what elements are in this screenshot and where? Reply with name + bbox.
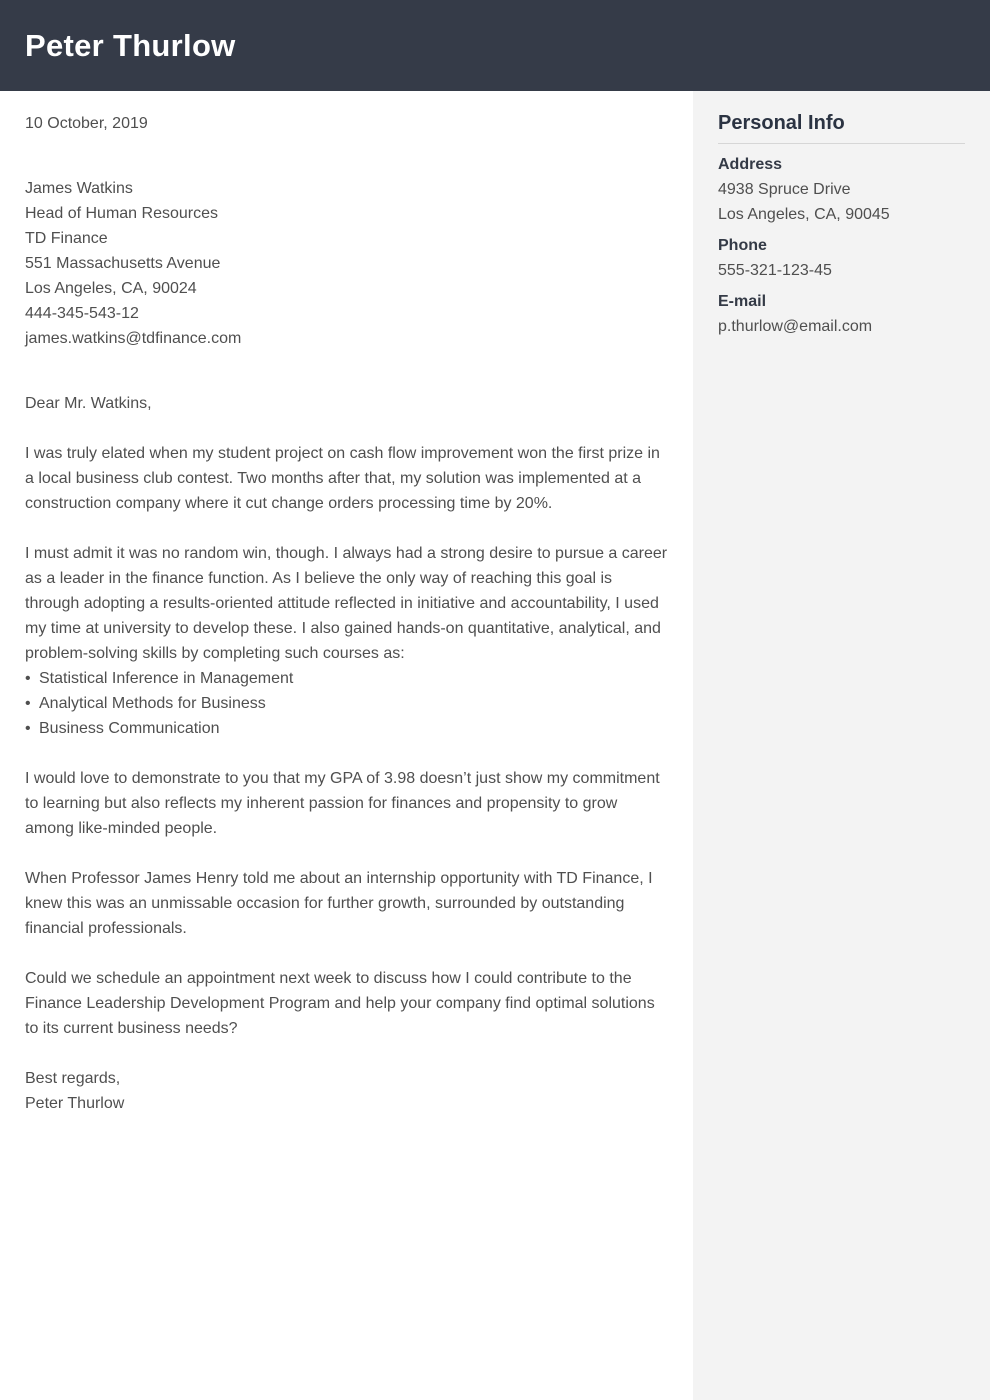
- paragraph-appointment: Could we schedule an appointment next week to discuss how I could contribute to the Finance Leadership Development Program and help your company find optimal solutions to its current business needs?: [25, 970, 655, 1037]
- recipient-block: [25, 176, 668, 351]
- address-section: [718, 152, 965, 227]
- letter-body: [0, 91, 693, 1400]
- personal-info-divider: [718, 143, 965, 144]
- paragraph-intro: I was truly elated when my student project on cash flow improvement won the first prize in a local business club contest. Two months after that, my solution was implemented at a construction company where it cut change orders processing time by 20%.: [25, 445, 660, 512]
- bullet-item: [25, 666, 668, 691]
- recipient-name: James Watkins: [25, 180, 133, 197]
- bullet-item-label: Analytical Methods for Business: [39, 695, 266, 712]
- closing-regards: Best regards,: [25, 1070, 121, 1087]
- salutation: Dear Mr. Watkins,: [25, 395, 152, 412]
- letter-date: 10 October, 2019: [25, 115, 148, 132]
- closing-block: [25, 1066, 668, 1116]
- document-owner-name: Peter Thurlow: [25, 27, 236, 63]
- personal-info-panel: [693, 91, 990, 1400]
- bullet-item-label: Statistical Inference in Management: [39, 670, 294, 687]
- phone-section: [718, 233, 965, 283]
- email-section: [718, 289, 965, 339]
- bullet-item-label: Business Communication: [39, 720, 220, 737]
- email-value: p.thurlow@email.com: [718, 318, 873, 335]
- paragraph-gpa: I would love to demonstrate to you that my GPA of 3.98 doesn’t just show my commitment to learning but also reflects my inherent passion for finances and propensity to grow among like-minded people.: [25, 770, 660, 837]
- bullet-item: [25, 716, 668, 741]
- recipient-city: Los Angeles, CA, 90024: [25, 280, 197, 297]
- recipient-title: Head of Human Resources: [25, 205, 218, 222]
- recipient-company: TD Finance: [25, 230, 108, 247]
- recipient-phone: 444-345-543-12: [25, 305, 139, 322]
- address-line-2: Los Angeles, CA, 90045: [718, 206, 890, 223]
- address-label: Address: [718, 156, 783, 173]
- recipient-street: 551 Massachusetts Avenue: [25, 255, 221, 272]
- course-list: [25, 666, 668, 741]
- phone-value: 555-321-123-45: [718, 262, 832, 279]
- paragraph-skills: I must admit it was no random win, though. I always had a strong desire to pursue a career as a leader in the finance function. As I believe the only way of reaching this goal is through adopting a results-oriented attitude reflected in initiative and accountability, I used my time at university to develop these. I also gained hands-on quantitative, analytical, and problem-solving skills by completing such courses as:: [25, 545, 668, 662]
- content-row: [0, 91, 990, 1400]
- personal-info-title: Personal Info: [718, 112, 845, 134]
- closing-signature: Peter Thurlow: [25, 1095, 125, 1112]
- recipient-email: james.watkins@tdfinance.com: [25, 330, 242, 347]
- document-header: [0, 0, 990, 91]
- email-label: E-mail: [718, 293, 767, 310]
- paragraph-internship: When Professor James Henry told me about an internship opportunity with TD Finance, I knew this was an unmissable occasion for further growth, surrounded by outstanding financial professionals.: [25, 870, 653, 937]
- phone-label: Phone: [718, 237, 767, 254]
- address-line-1: 4938 Spruce Drive: [718, 181, 851, 198]
- bullet-item: [25, 691, 668, 716]
